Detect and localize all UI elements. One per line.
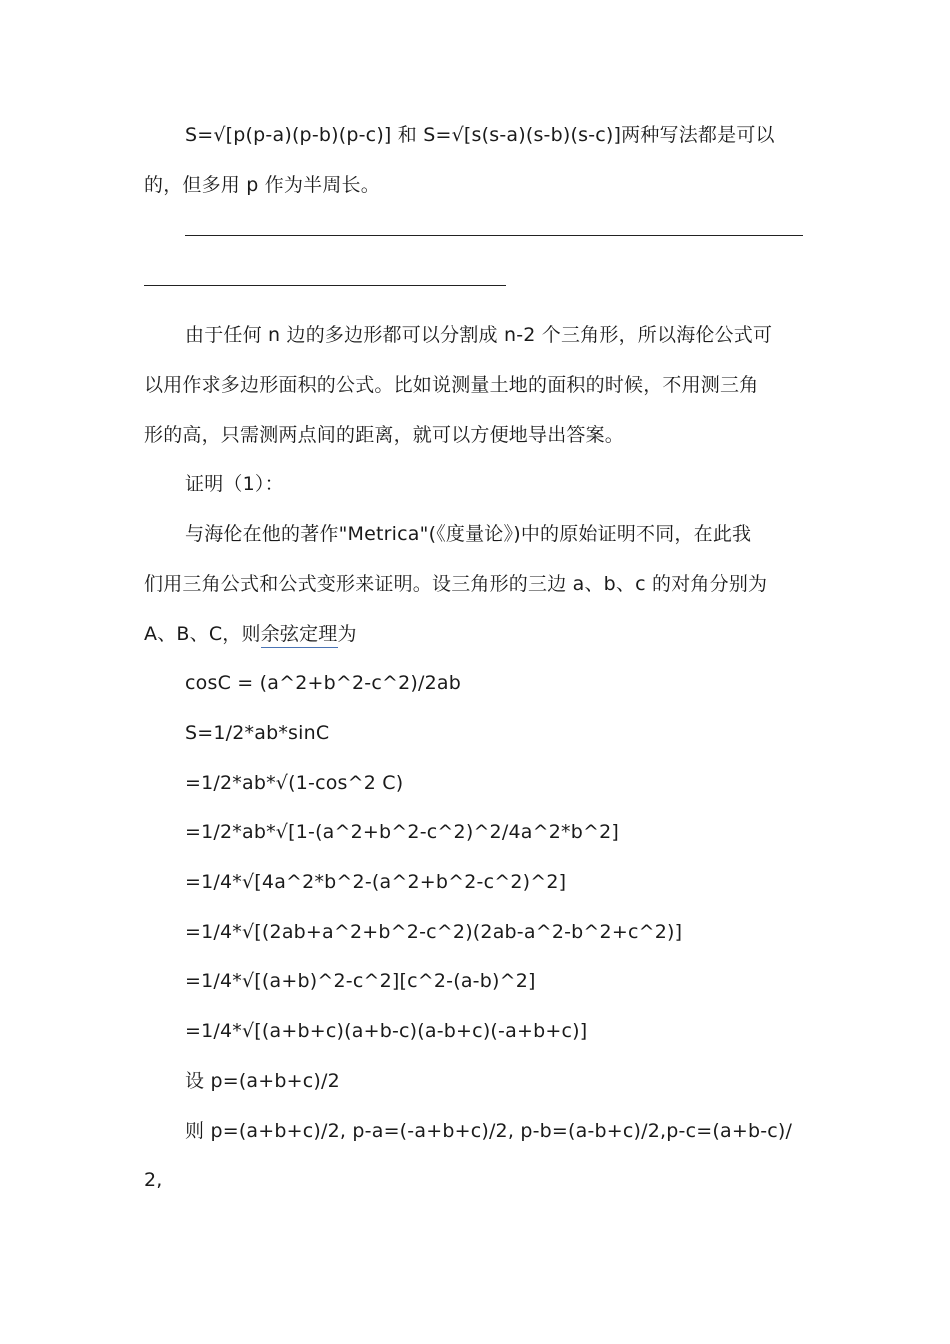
equation-line: =1/4*√[(a+b+c)(a+b-c)(a-b+c)(-a+b+c)] (185, 1020, 588, 1042)
proof-paragraph-line-3-prefix: A、B、C，则 (144, 623, 261, 645)
law-of-cosines-link[interactable]: 余弦定理 (261, 623, 338, 648)
final-line-1: 则 p=(a+b+c)/2, p-a=(-a+b+c)/2, p-b=(a-b+c)/2,p-c=(a+b-c)/ (185, 1120, 793, 1142)
equation-line: =1/4*√[(2ab+a^2+b^2-c^2)(2ab-a^2-b^2+c^2)] (185, 921, 683, 943)
formula-variants-line-2: 的，但多用 p 作为半周长。 (144, 174, 380, 196)
equation-line: S=1/2*ab*sinC (185, 722, 330, 744)
proof-paragraph-line-2: 们用三角公式和公式变形来证明。设三角形的三边 a、b、c 的对角分别为 (144, 573, 768, 595)
equation-line: =1/2*ab*√[1-(a^2+b^2-c^2)^2/4a^2*b^2] (185, 821, 619, 843)
equation-line: cosC = (a^2+b^2-c^2)/2ab (185, 672, 462, 694)
polygon-paragraph-line-3: 形的高，只需测两点间的距离，就可以方便地导出答案。 (144, 424, 625, 446)
formula-variants-line-1: S=√[p(p-a)(p-b)(p-c)] 和 S=√[s(s-a)(s-b)(s-c)]两种写法都是可以 (185, 124, 775, 146)
separator-rule-2 (144, 285, 506, 286)
proof-heading: 证明（1）： (185, 473, 284, 495)
equation-line: 设 p=(a+b+c)/2 (185, 1070, 340, 1092)
equation-line: =1/4*√[(a+b)^2-c^2][c^2-(a-b)^2] (185, 970, 536, 992)
proof-paragraph-line-1: 与海伦在他的著作"Metrica"(《度量论》)中的原始证明不同，在此我 (185, 523, 752, 545)
equation-line: =1/2*ab*√(1-cos^2 C) (185, 772, 404, 794)
proof-paragraph-line-3 (144, 620, 804, 648)
equation-line: =1/4*√[4a^2*b^2-(a^2+b^2-c^2)^2] (185, 871, 567, 893)
final-line-2: 2, (144, 1169, 163, 1191)
proof-paragraph-line-3-suffix: 为 (337, 623, 357, 645)
polygon-paragraph-line-1: 由于任何 n 边的多边形都可以分割成 n-2 个三角形，所以海伦公式可 (185, 324, 773, 346)
separator-rule-1 (185, 235, 803, 236)
polygon-paragraph-line-2: 以用作求多边形面积的公式。比如说测量土地的面积的时候，不用测三角 (144, 374, 759, 396)
